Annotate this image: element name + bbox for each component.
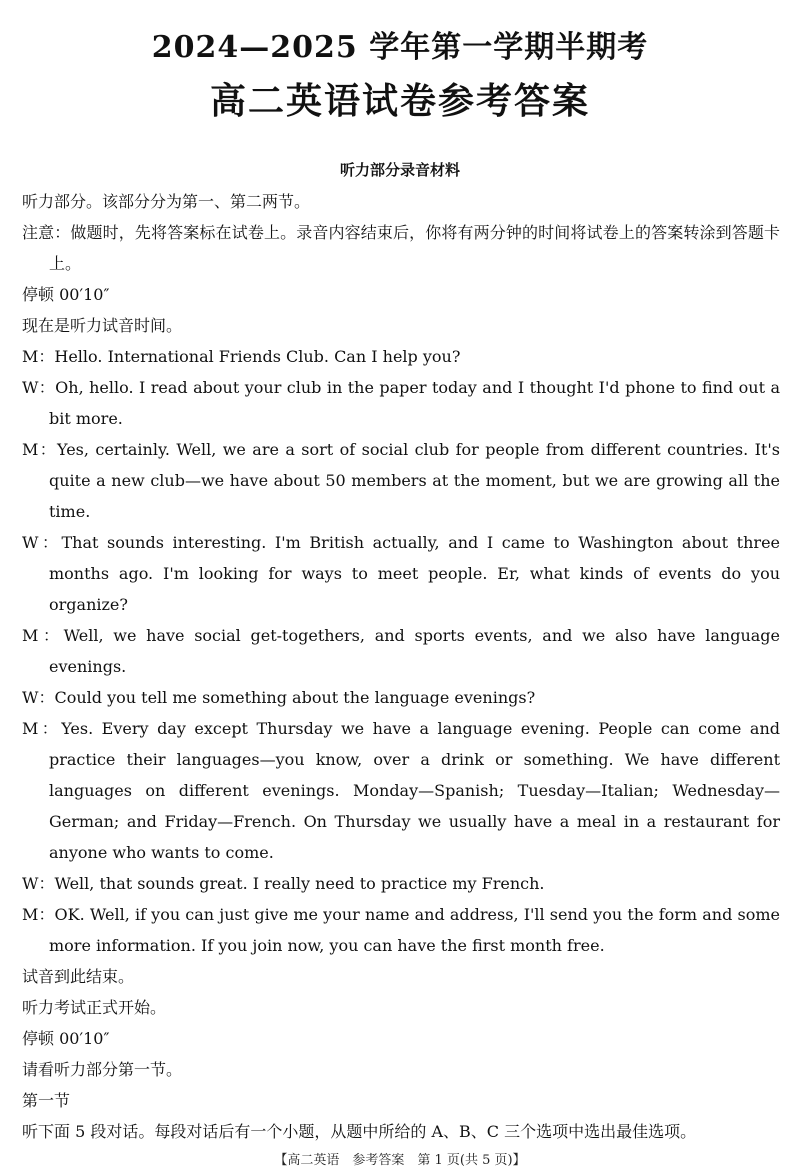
trial-end-line: 试音到此结束。 <box>22 967 135 986</box>
dialogue-line: W：Well, that sounds great. I really need to practice my French. <box>22 874 545 893</box>
section-one-prompt: 请看听力部分第一节。 <box>22 1060 183 1079</box>
section-heading: 听力部分录音材料 <box>339 161 460 179</box>
dialogue-line: W：Oh, hello. I read about your club in the paper today and I thought I'd phone to find out a bit more. <box>22 378 780 428</box>
dialogue-line: W：Could you tell me something about the language evenings? <box>22 688 536 707</box>
pause-marker: 停顿 00′10″ <box>22 1029 110 1048</box>
trial-start-line: 现在是听力试音时间。 <box>22 316 183 335</box>
exam-start-line: 听力考试正式开始。 <box>22 998 167 1017</box>
intro-line: 听力部分。该部分分为第一、第二两节。 <box>22 192 311 211</box>
instruction-paragraph: 注意：做题时，先将答案标在试卷上。录音内容结束后，你将有两分钟的时间将试卷上的答案转涂到答题卡上。 <box>22 223 780 273</box>
exam-title: 2024—2025 学年第一学期半期考 <box>151 30 649 65</box>
dialogue-line: M：Yes, certainly. Well, we are a sort of social club for people from different countries. It's quite a new club—we have about 50 members at the moment, but we are growing all the time. <box>22 440 780 521</box>
pause-marker: 停顿 00′10″ <box>22 285 110 304</box>
section-one-instructions: 听下面 5 段对话。每段对话后有一个小题，从题中所给的 A、B、C 三个选项中选出最佳选项。 <box>22 1122 697 1141</box>
dialogue-line: M：OK. Well, if you can just give me your name and address, I'll send you the form and some more information. If you join now, you can have the first month free. <box>22 905 780 955</box>
page-footer: 【高二英语 参考答案 第 1 页(共 5 页)】 <box>274 1153 526 1168</box>
dialogue-line: M：Yes. Every day except Thursday we have a language evening. People can come and practice their languages—you know, over a drink or something. We have different languages on different evenings. Monday—Spanish; Tuesday—Italian; Wednesday—German; and Friday—French. On Thursday we usually have a meal in a restaurant for anyone who wants to come. <box>22 719 780 862</box>
document-title: 高二英语试卷参考答案 <box>209 80 590 122</box>
dialogue-line: W：That sounds interesting. I'm British actually, and I came to Washington about three months ago. I'm looking for ways to meet people. Er, what kinds of events do you organize? <box>22 533 780 614</box>
dialogue-line: M：Well, we have social get-togethers, and sports events, and we also have language evenings. <box>22 626 781 676</box>
section-one-heading: 第一节 <box>22 1091 71 1110</box>
transcript-body <box>22 186 780 1147</box>
dialogue-line: M：Hello. International Friends Club. Can I help you? <box>22 347 461 366</box>
